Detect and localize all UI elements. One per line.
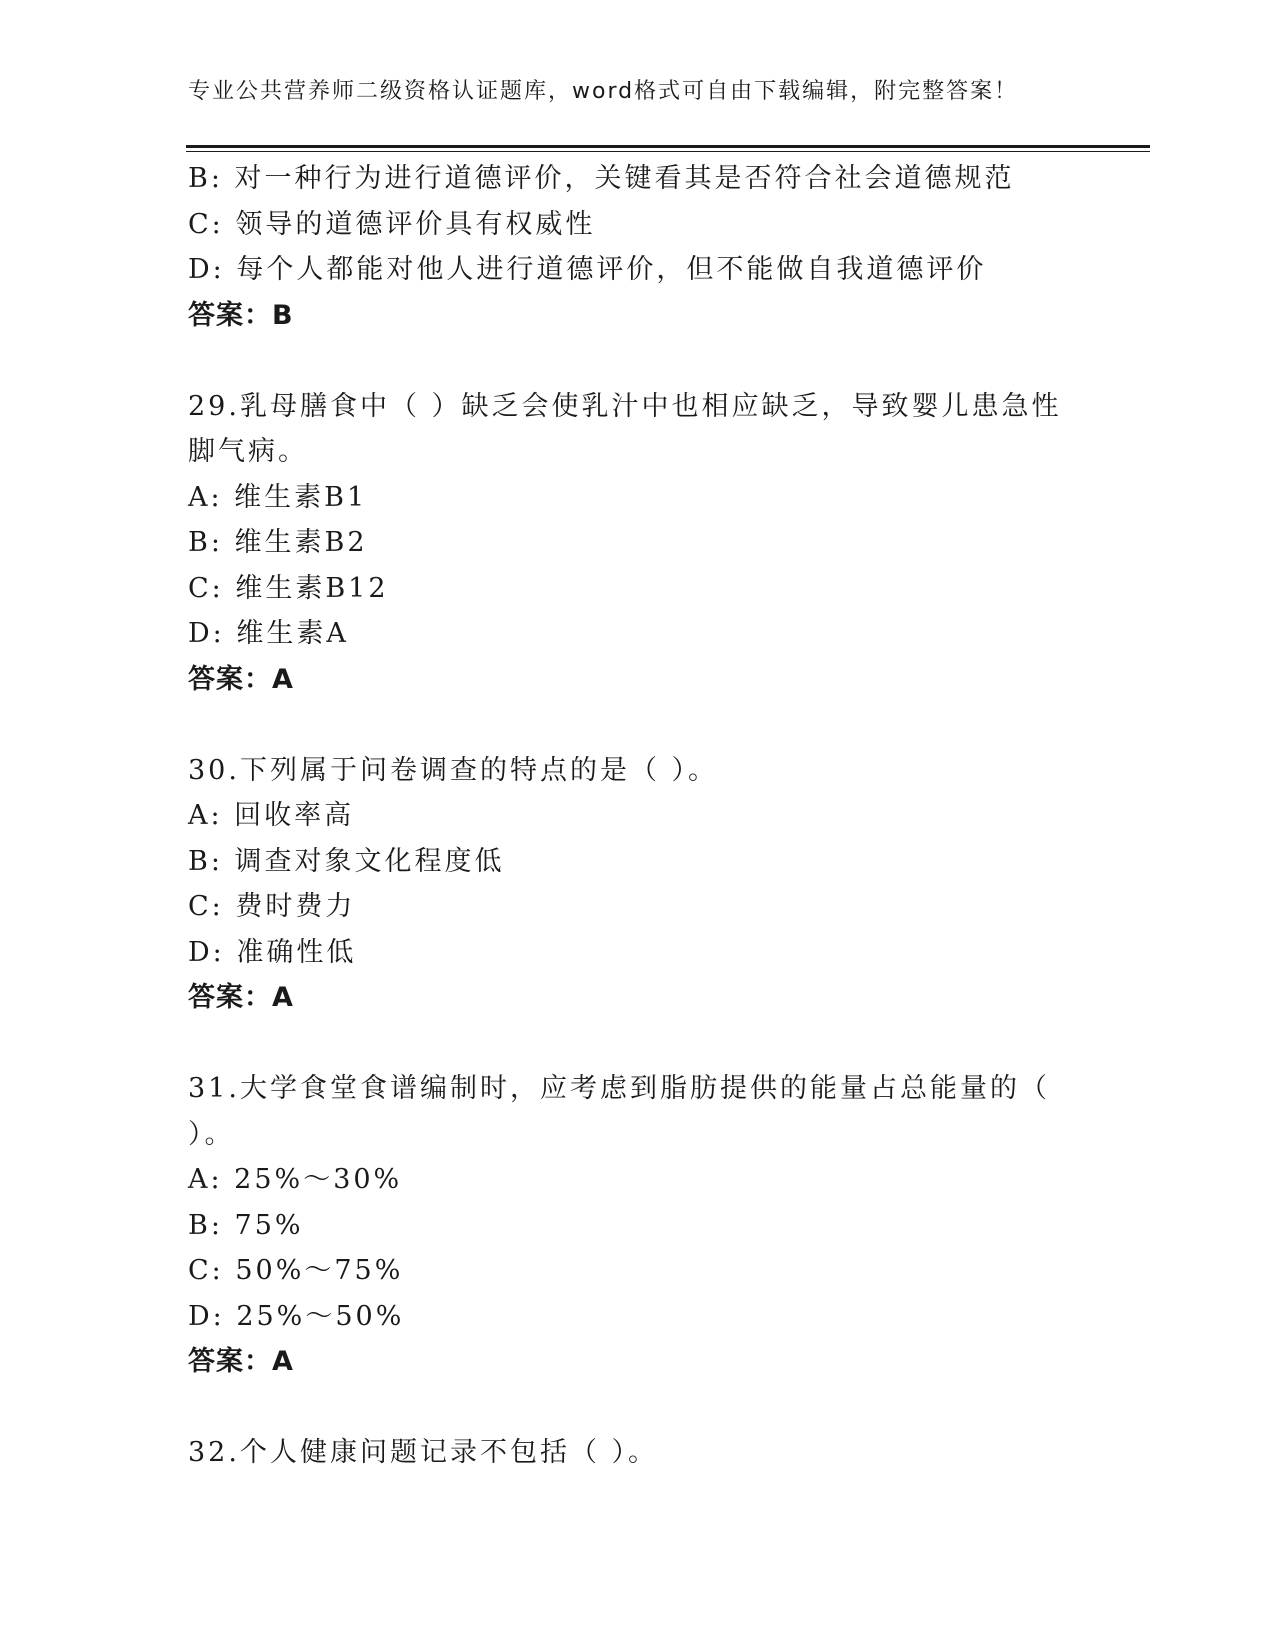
spacer xyxy=(188,702,1088,748)
question-30 xyxy=(188,748,1088,1021)
header-rule-thick xyxy=(186,145,1150,148)
question-stem: 31.大学食堂食谱编制时，应考虑到脂肪提供的能量占总能量的（ xyxy=(188,1073,1050,1104)
option-c: C: 维生素B12 xyxy=(188,572,389,604)
answer-label: 答案：A xyxy=(188,982,294,1013)
answer-label: 答案：A xyxy=(188,663,294,695)
option-b: B: 对一种行为进行道德评价，关键看其是否符合社会道德规范 xyxy=(188,163,1015,194)
option-a: A: 回收率高 xyxy=(188,800,355,831)
question-31 xyxy=(188,1066,1088,1385)
question-stem-continued: ）。 xyxy=(188,1118,235,1150)
question-list xyxy=(188,156,1088,1476)
option-b: B: 75% xyxy=(188,1209,304,1241)
question-stem: 29.乳母膳食中（ ）缺乏会使乳汁中也相应缺乏，导致婴儿患急性 xyxy=(188,390,1062,422)
question-29 xyxy=(188,384,1088,703)
question-stem-continued: 脚气病。 xyxy=(188,436,308,467)
option-d: D: 每个人都能对他人进行道德评价，但不能做自我道德评价 xyxy=(188,254,987,285)
option-d: D: 准确性低 xyxy=(188,936,357,968)
option-d: D: 25%～50% xyxy=(188,1300,405,1332)
spacer xyxy=(188,1385,1088,1431)
option-c: C: 领导的道德评价具有权威性 xyxy=(188,208,596,240)
question-28-tail xyxy=(188,156,1088,338)
question-32 xyxy=(188,1430,1088,1476)
answer-label: 答案：A xyxy=(188,1346,294,1377)
question-stem: 30.下列属于问卷调查的特点的是（ ）。 xyxy=(188,754,719,786)
question-stem: 32.个人健康问题记录不包括（ ）。 xyxy=(188,1437,659,1468)
option-b: B: 维生素B2 xyxy=(188,527,368,558)
answer-label: 答案：B xyxy=(188,299,294,331)
spacer xyxy=(188,1021,1088,1067)
option-a: A: 维生素B1 xyxy=(188,481,368,513)
option-a: A: 25%～30% xyxy=(188,1164,403,1195)
header-rule-thin xyxy=(186,151,1150,152)
option-d: D: 维生素A xyxy=(188,618,349,649)
option-c: C: 50%～75% xyxy=(188,1255,404,1286)
page-header: 专业公共营养师二级资格认证题库，word格式可自由下载编辑，附完整答案！ xyxy=(188,79,1019,104)
spacer xyxy=(188,338,1088,384)
option-c: C: 费时费力 xyxy=(188,891,356,922)
option-b: B: 调查对象文化程度低 xyxy=(188,845,505,877)
